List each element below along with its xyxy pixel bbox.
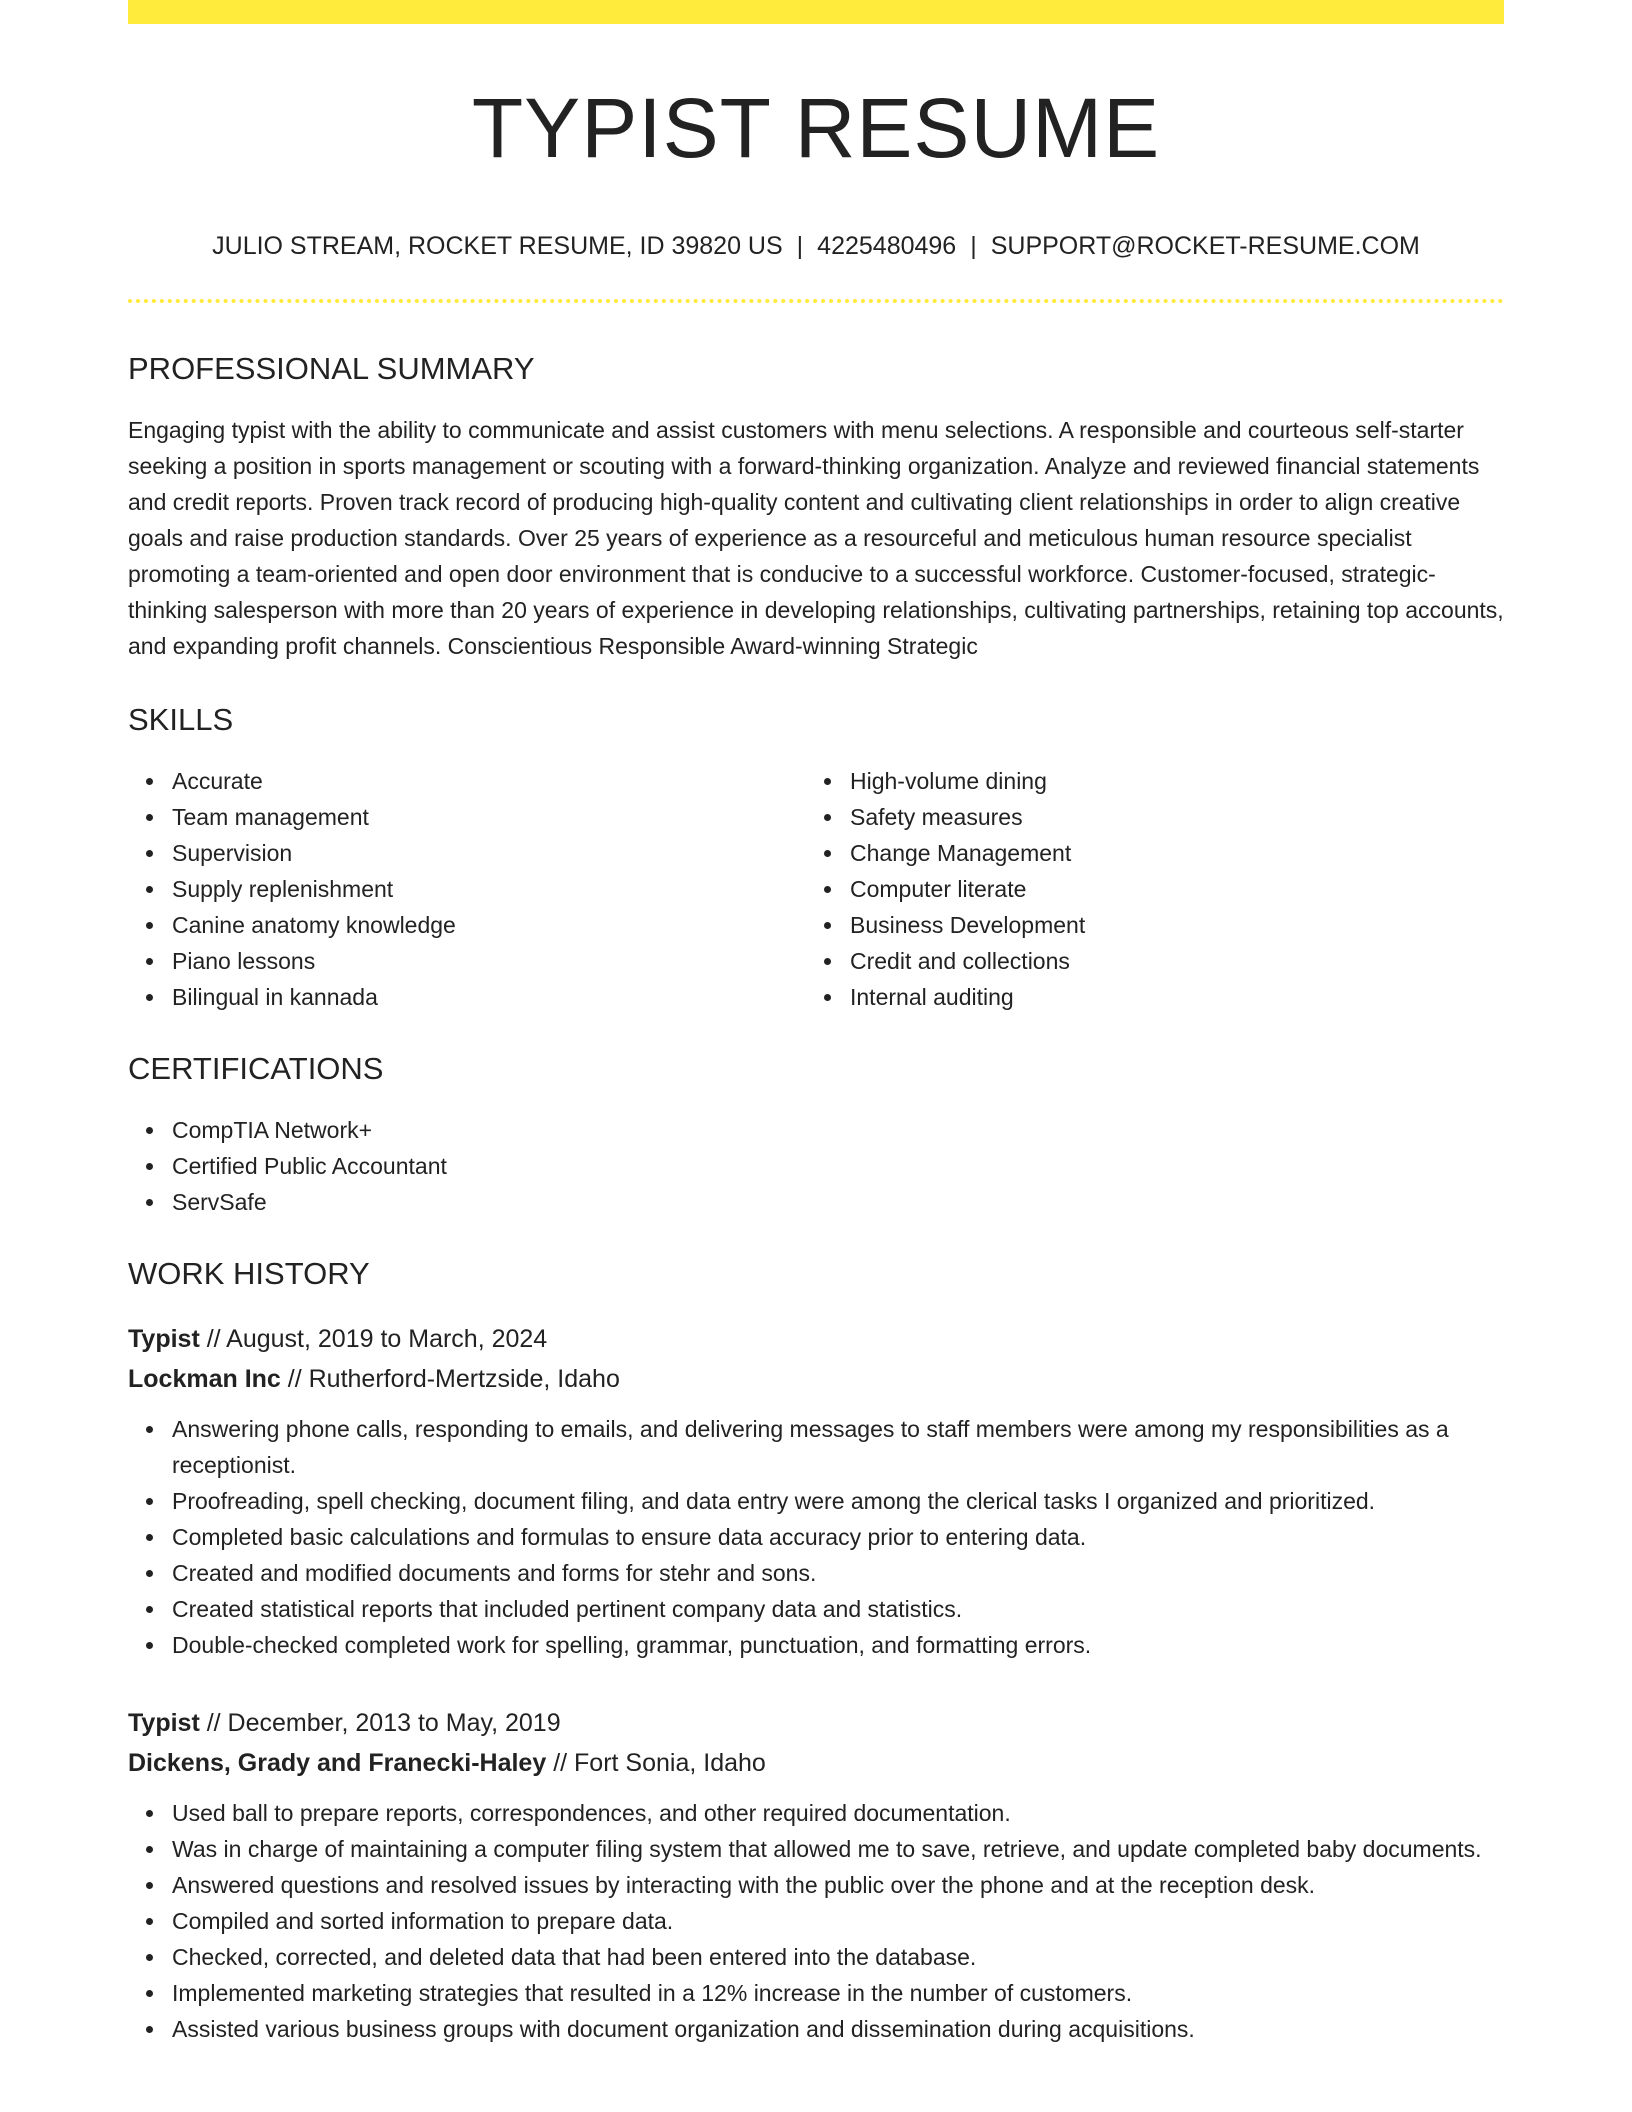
certifications-list xyxy=(128,1112,1504,1220)
job-duty-item: Double-checked completed work for spelling, grammar, punctuation, and formatting errors. xyxy=(172,1627,1504,1663)
skills-column-right xyxy=(806,763,1484,1015)
work-history-heading: WORK HISTORY xyxy=(128,1256,370,1291)
certifications-heading: CERTIFICATIONS xyxy=(128,1051,384,1086)
job-location: // Rutherford-Mertzside, Idaho xyxy=(280,1365,620,1393)
job-entry xyxy=(128,1319,1504,1663)
skill-item: Credit and collections xyxy=(850,943,1484,979)
skill-item: Computer literate xyxy=(850,871,1484,907)
job-duty-item: Created statistical reports that included pertinent company data and statistics. xyxy=(172,1591,1504,1627)
skill-item: Canine anatomy knowledge xyxy=(172,907,806,943)
job-duty-item: Checked, corrected, and deleted data that had been entered into the database. xyxy=(172,1939,1504,1975)
contact-address: JULIO STREAM, ROCKET RESUME, ID 39820 US xyxy=(212,232,783,260)
skills-column-left xyxy=(128,763,806,1015)
job-company: Dickens, Grady and Franecki-Haley xyxy=(128,1749,547,1777)
job-duty-item: Answered questions and resolved issues by interacting with the public over the phone and at the reception desk. xyxy=(172,1867,1504,1903)
contact-separator: | xyxy=(970,232,977,260)
summary-text: Engaging typist with the ability to communicate and assist customers with menu selections. A responsible and courteous self-starter seeking a position in sports management or scouting with a forward-thinking organization. Analyze and reviewed financial statements and credit reports. Proven track record of producing high-quality content and cultivating client relationships in order to align creative goals and raise production standards. Over 25 years of experience as a resourceful and meticulous human resource specialist promoting a team-oriented and open door environment that is conducive to a successful workforce. Customer-focused, strategic-thinking salesperson with more than 20 years of experience in developing relationships, cultivating partnerships, retaining top accounts, and expanding profit channels. Conscientious Responsible Award-winning Strategic xyxy=(128,417,1504,659)
job-title-line xyxy=(128,1319,1504,1359)
skill-item: Bilingual in kannada xyxy=(172,979,806,1015)
certification-item: Certified Public Accountant xyxy=(172,1148,1504,1184)
contact-email: SUPPORT@ROCKET-RESUME.COM xyxy=(990,232,1420,260)
skills-heading: SKILLS xyxy=(128,702,234,737)
skill-item: Change Management xyxy=(850,835,1484,871)
job-duty-item: Used ball to prepare reports, correspondences, and other required documentation. xyxy=(172,1795,1504,1831)
job-company-line xyxy=(128,1359,1504,1399)
job-duty-item: Proofreading, spell checking, document filing, and data entry were among the clerical tasks I organized and prioritized. xyxy=(172,1483,1504,1519)
job-dates: // August, 2019 to March, 2024 xyxy=(199,1325,548,1353)
job-duty-item: Was in charge of maintaining a computer filing system that allowed me to save, retrieve, and update completed baby documents. xyxy=(172,1831,1504,1867)
contact-separator: | xyxy=(796,232,804,260)
job-duties-list xyxy=(128,1795,1504,2047)
skill-item: High-volume dining xyxy=(850,763,1484,799)
job-title: Typist xyxy=(128,1709,200,1737)
job-duty-item: Created and modified documents and forms for stehr and sons. xyxy=(172,1555,1504,1591)
job-entry xyxy=(128,1703,1504,2047)
job-duty-item: Implemented marketing strategies that resulted in a 12% increase in the number of customers. xyxy=(172,1975,1504,2011)
job-duty-item: Compiled and sorted information to prepare data. xyxy=(172,1903,1504,1939)
top-accent-bar xyxy=(128,0,1504,24)
certification-item: ServSafe xyxy=(172,1184,1504,1220)
contact-phone: 4225480496 xyxy=(817,232,957,260)
skill-item: Team management xyxy=(172,799,806,835)
skill-item: Internal auditing xyxy=(850,979,1484,1015)
contact-line xyxy=(128,234,1504,259)
skill-item: Piano lessons xyxy=(172,943,806,979)
certification-item: CompTIA Network+ xyxy=(172,1112,1504,1148)
skill-item: Safety measures xyxy=(850,799,1484,835)
job-title: Typist xyxy=(128,1325,200,1353)
skill-item: Supervision xyxy=(172,835,806,871)
job-duty-item: Assisted various business groups with document organization and dissemination during acquisitions. xyxy=(172,2011,1504,2047)
skill-item: Business Development xyxy=(850,907,1484,943)
job-dates: // December, 2013 to May, 2019 xyxy=(199,1709,561,1737)
resume-title: TYPIST RESUME xyxy=(471,81,1161,175)
skills-list-left xyxy=(128,763,806,1015)
skill-item: Supply replenishment xyxy=(172,871,806,907)
resume-page xyxy=(128,0,1504,2047)
job-duty-item: Answering phone calls, responding to emails, and delivering messages to staff members were among my responsibilities as a receptionist. xyxy=(172,1411,1504,1483)
job-company: Lockman Inc xyxy=(128,1365,281,1393)
skills-grid xyxy=(128,763,1504,1015)
job-duty-item: Completed basic calculations and formulas to ensure data accuracy prior to entering data. xyxy=(172,1519,1504,1555)
job-location: // Fort Sonia, Idaho xyxy=(546,1749,766,1777)
job-title-line xyxy=(128,1703,1504,1743)
header-divider xyxy=(128,299,1504,303)
skills-list-right xyxy=(806,763,1484,1015)
skill-item: Accurate xyxy=(172,763,806,799)
summary-heading: PROFESSIONAL SUMMARY xyxy=(128,351,535,386)
job-duties-list xyxy=(128,1411,1504,1663)
job-company-line xyxy=(128,1743,1504,1783)
